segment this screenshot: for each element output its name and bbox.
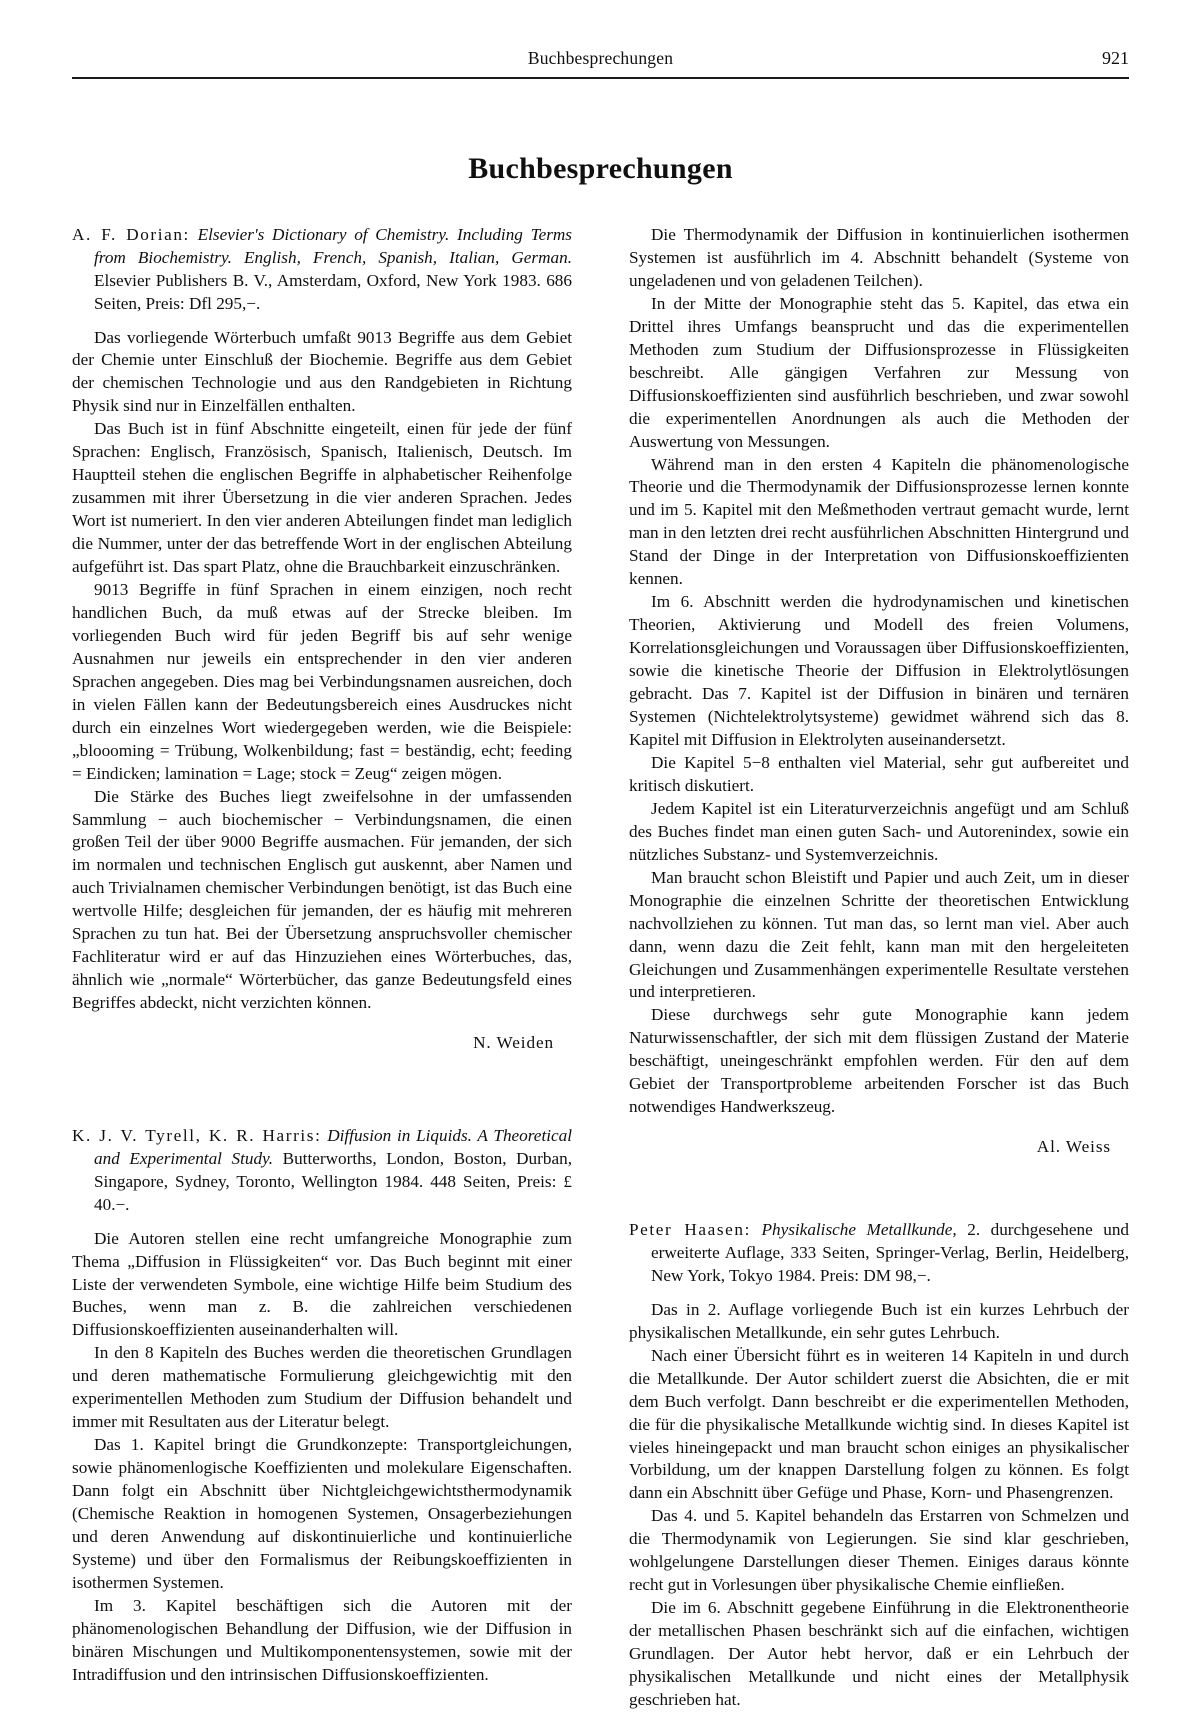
review-paragraph: Das Buch ist in fünf Abschnitte eingeteilt, einen für jede der fünf Sprachen: Englisch, Französisch, Spanisch, Italienisch, Deutsch. Im Hauptteil stehen die englischen Begriffe in alphabetischer Reihenfolge zusammen mit ihrer Übersetzung in die vier anderen Sprachen. Jedes Wort ist numeriert. In den vier anderen Abteilungen findet man lediglich die Nummer, unter der das betreffende Wort in der englischen Abteilung aufgeführt ist. Das spart Platz, ohne die Brauchbarkeit einzuschränken. <box>72 419 572 577</box>
review-dorian <box>72 224 572 1053</box>
review-paragraph: In den 8 Kapiteln des Buches werden die theoretischen Grundlagen und deren mathematische Formulierung gleichgewichtig mit den experimentellen Methoden zum Studium der Diffusion behandelt und immer mit Resultaten aus der Literatur belegt. <box>72 1343 572 1432</box>
review-paragraph: Das in 2. Auflage vorliegende Buch ist ein kurzes Lehrbuch der physikalischen Metallkunde, ein sehr gutes Lehrbuch. <box>629 1299 1129 1342</box>
page-title: Buchbesprechungen <box>468 152 733 185</box>
reviewer-signature: N. Weiden <box>473 1033 554 1053</box>
review-paragraph: Die Stärke des Buches liegt zweifelsohne in der umfassenden Sammlung − auch biochemischer − Verbindungsnamen, die einen großen Teil der über 9000 Begriffe ausmachen. Für jemanden, der sich im normalen und technischen Englisch gut auskennt, aber Namen und auch Trivialnamen chemischer Verbindungen benötigt, ist das Buch eine wertvolle Hilfe; desgleichen für jemanden, der es häufig mit mehreren Sprachen zu tun hat. Bei der Übersetzung anspruchsvoller chemischer Fachliteratur wird er auf das Hinzuziehen eines Wörterbuches, das, ähnlich wie „normale“ Wörterbücher, das ganze Bedeutungsfeld eines Begriffes abdeckt, nicht verzichten können. <box>72 786 572 1013</box>
running-header <box>72 48 1129 82</box>
review-paragraph: In der Mitte der Monographie steht das 5. Kapitel, das etwa ein Drittel ihres Umfangs beansprucht und das die experimentellen Methoden zum Studium der Diffusionsprozesse in Flüssigkeiten beschreibt. Alle gängigen Verfahren zur Messung von Diffusionskoeffizienten sind ausführlich beschrieben, und zwar sowohl die experimentellen Anordnungen als auch die Methoden der Auswertung von Messungen. <box>629 293 1129 451</box>
review-separator <box>72 1053 572 1125</box>
review-paragraph: Jedem Kapitel ist ein Literaturverzeichnis angefügt und am Schluß des Buches findet man einen guten Sach- und Autorenindex, sowie ein nützliches Substanz- und Systemverzeichnis. <box>629 798 1129 864</box>
bib-author: K. J. V. Tyrell, K. R. Harris: <box>72 1126 322 1146</box>
page-number: 921 <box>1102 48 1129 68</box>
bib-author: Peter Haasen: <box>629 1220 751 1240</box>
review-paragraph: Die im 6. Abschnitt gegebene Einführung in die Elektronentheorie der metallischen Phasen beschränkt sich auf die einfachen, wichtigen Grundlagen. Der Autor hebt hervor, daß er ein Lehrbuch der physikalischen Metallkunde und nicht eines der Metallphysik geschrieben hat. <box>629 1598 1129 1709</box>
review-paragraph: Die Thermodynamik der Diffusion in kontinuierlichen isothermen Systemen ist ausführlich im 4. Abschnitt behandelt (Systeme von ungeladenen und von geladenen Teilchen). <box>629 225 1129 290</box>
review-paragraph: Im 6. Abschnitt werden die hydrodynamischen und kinetischen Theorien, Aktivierung und Modell des freien Volumens, Korrelationsgleichungen und Voraussagen über Diffusionskoeffizienten, sowie die kinetische Theorie der Diffusion in Elektrolytlösungen gebracht. Das 7. Kapitel ist der Diffusion in binären und ternären Systemen (Nichtelektrolytsysteme) gewidmet während sich das 8. Kapitel mit Diffusion in Elektrolyten auseinandersetzt. <box>629 592 1129 749</box>
review-separator <box>629 1157 1129 1219</box>
review-paragraph: Die Kapitel 5−8 enthalten viel Material, sehr gut aufbereitet und kritisch diskutiert. <box>629 752 1129 795</box>
column-right <box>629 224 1129 1712</box>
reviewer-signature: Al. Weiss <box>1036 1137 1111 1157</box>
body-columns <box>72 224 1129 1712</box>
review-tyrell-harris-continued <box>629 224 1129 1157</box>
bib-title: Elsevier's Dictionary of Chemistry. Including Terms from Biochemistry. English, French, Spanish, Italian, German. <box>94 225 572 267</box>
review-haasen <box>629 1219 1129 1712</box>
review-paragraph: Nach einer Übersicht führt es in weiteren 14 Kapiteln in und durch die Metallkunde. Der Autor schildert zuerst die Absichten, die er mit dem Buch verfolgt. Dann beschreibt er die experimentellen Methoden, die für die physikalische Metallkunde wichtig sind. In dieses Kapitel ist vieles hineingepackt und man braucht schon einiges an physikalischer Vorbildung, um der knappen Darstellung folgen zu können. Es folgt dann ein Abschnitt über Gefüge und Phase, Korn- und Phasengrenzen. <box>629 1345 1129 1503</box>
header-rule <box>72 77 1129 79</box>
review-paragraph: Das 1. Kapitel bringt die Grundkonzepte: Transportgleichungen, sowie phänomenlogische Koeffizienten und molekulare Eigenschaften. Dann folgt ein Abschnitt über Nichtgleichgewichtsthermodynamik (Chemische Reaktion in homogenen Systemen, Onsagerbeziehungen und deren Anwendung auf diskontinuierliche und kontinuierliche Systeme) und über den Formalismus der Reibungskoeffizienten in isothermen Systemen. <box>72 1435 572 1592</box>
bibliographic-header <box>629 1219 1129 1288</box>
review-paragraph: Das vorliegende Wörterbuch umfaßt 9013 Begriffe aus dem Gebiet der Chemie unter Einschluß der Biochemie. Begriffe aus dem Gebiet der chemischen Technologie und aus den Randgebieten in Richtung Physik sind nur in Einzelfällen enthalten. <box>72 327 572 416</box>
review-paragraph: 9013 Begriffe in fünf Sprachen in einem einzigen, noch recht handlichen Buch, da muß etwas auf der Strecke bleiben. Im vorliegenden Buch wird für jeden Begriff bis auf sehr wenige Ausnahmen nur jeweils ein entsprechender in den vier anderen Sprachen angegeben. Dies mag bei Verbindungsnamen ausreichen, doch in vielen Fällen kann der Bedeutungsbereich eines Ausdruckes nicht durch ein einzelnes Wort wiedergegeben werden, wie die Beispiele: „bloooming = Trübung, Wolkenbildung; fast = beständig, echt; feeding = Eindicken; lamination = Lage; stock = Zeug“ zeigen mögen. <box>72 579 572 783</box>
bib-imprint: Elsevier Publishers B. V., Amsterdam, Oxford, New York 1983. 686 Seiten, Preis: Dfl 295,−. <box>94 270 572 313</box>
review-paragraph: Während man in den ersten 4 Kapiteln die phänomenologische Theorie und die Thermodynamik der Diffusionsprozesse lernen konnte und im 5. Kapitel mit den Meßmethoden vertraut gemacht wurde, lernt man in den letzten drei recht ausführlichen Abschnitten Hintergrund und Stand der Dinge in der Interpretation von Diffusionskoeffizienten kennen. <box>629 454 1129 589</box>
review-paragraph: Im 3. Kapitel beschäftigen sich die Autoren mit der phänomenologischen Behandlung der Diffusion, wie der Diffusion in binären Mischungen und Multikomponentensystemen, sowie mit der Intradiffusion und den intrinsischen Diffusionskoeffizienten. <box>72 1595 572 1684</box>
bib-title: Diffusion in Liquids. A Theoretical and Experimental Study. <box>94 1126 572 1168</box>
running-header-title: Buchbesprechungen <box>527 48 674 68</box>
bibliographic-header <box>72 1125 572 1217</box>
review-paragraph: Die Autoren stellen eine recht umfangreiche Monographie zum Thema „Diffusion in Flüssigkeiten“ vor. Das Buch beginnt mit einer Liste der verwendeten Symbole, eine wichtige Hilfe beim Studium des Buches, wenn man z. B. die zahlreichen verschiedenen Diffusionskoeffizienten auseinanderhalten will. <box>72 1228 572 1340</box>
review-tyrell-harris <box>72 1125 572 1687</box>
bibliographic-header <box>72 224 572 316</box>
bib-author: A. F. Dorian: <box>72 225 190 244</box>
review-paragraph: Diese durchwegs sehr gute Monographie kann jedem Naturwissenschaftler, der sich mit dem flüssigen Zustand der Materie beschäftigt, uneingeschränkt empfohlen werden. Für den auf dem Gebiet der Transportprobleme arbeitenden Forscher ist das Buch notwendiges Handwerkszeug. <box>629 1005 1129 1117</box>
bib-imprint: Butterworths, London, Boston, Durban, Singapore, Sydney, Toronto, Wellington 1984. 448 Seiten, Preis: £ 40.−. <box>94 1148 572 1214</box>
review-paragraph: Das 4. und 5. Kapitel behandeln das Erstarren von Schmelzen und die Thermodynamik von Legierungen. Sie sind klar geschrieben, wohlgelungene Darstellungen dieser Themen. Einiges daraus könnte recht gut in Vorlesungen über physikalische Chemie einfließen. <box>629 1506 1129 1595</box>
bib-imprint: 2. durchgesehene und erweiterte Auflage, 333 Seiten, Springer-Verlag, Berlin, Heidelberg, New York, Tokyo 1984. Preis: DM 98,−. <box>651 1220 1130 1285</box>
bib-title: Physikalische Metallkunde, <box>761 1220 957 1240</box>
column-left <box>72 224 572 1712</box>
review-paragraph: Man braucht schon Bleistift und Papier und auch Zeit, um in dieser Monographie die einzelnen Schritte der theoretischen Entwicklung nachvollziehen zu können. Tut man das, so lernt man viel. Aber auch dann, wenn dazu die Zeit fehlt, kann man mit den hergeleiteten Gleichungen und Zusammenhängen experimentelle Resultate verstehen und interpretieren. <box>629 867 1129 1002</box>
